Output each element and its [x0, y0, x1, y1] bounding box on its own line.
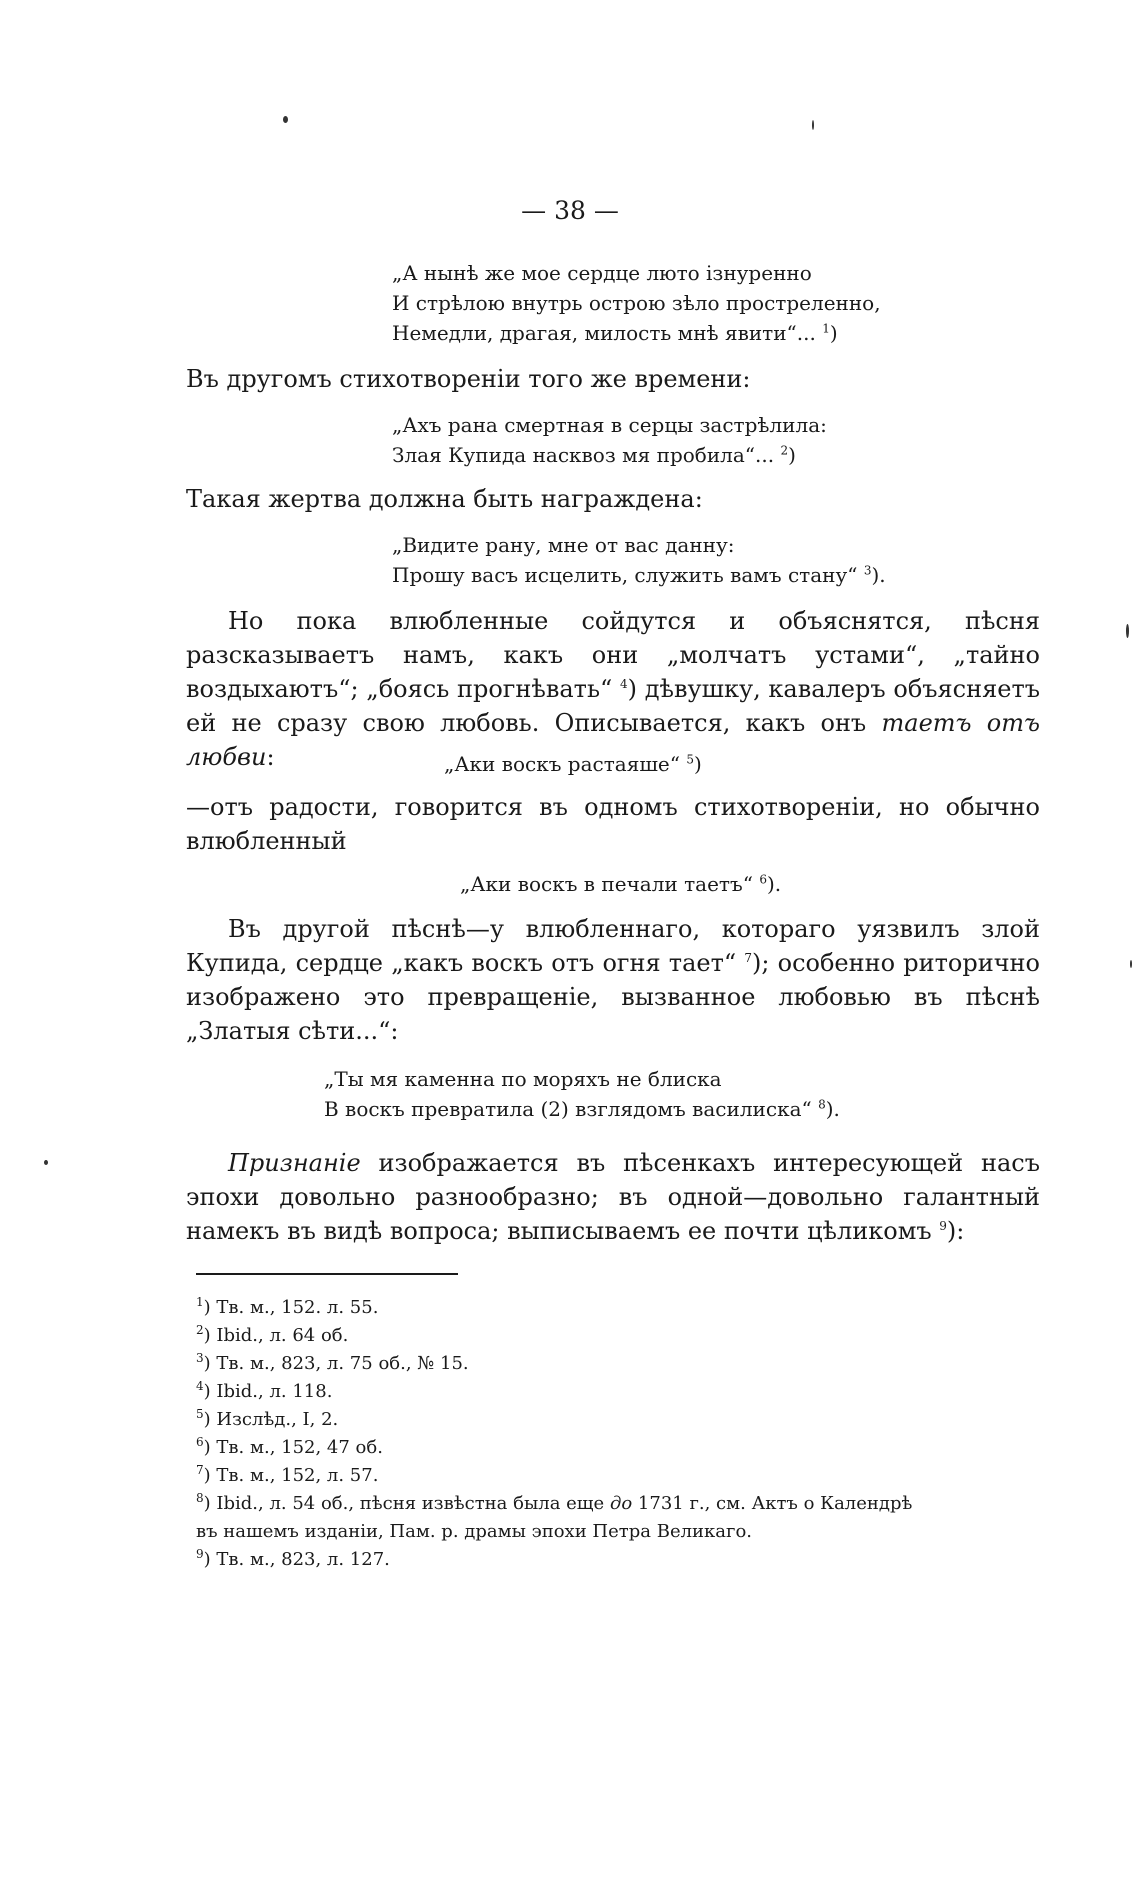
footnote-ref: 2 [780, 443, 789, 458]
verse-quote-1 [392, 258, 881, 348]
footnote-ref: 7 [744, 951, 752, 965]
footnote: $^8$) Ibid., л. 54 об., пѣсня извѣстна была еще до 1731 г., см. Актъ о Календрѣ [196, 1491, 913, 1514]
verse-line: Злая Купида насквоз мя пробила“... $^2$) [392, 443, 796, 467]
verse-line: Немедли, драгая, милость мнѣ явити“... $^1$) [392, 321, 838, 345]
scan-speck [1130, 960, 1132, 968]
paragraph: Въ другой пѣснѣ—у влюбленнаго, котораго уязвилъ злой Купида, сердце „какъ воскъ отъ огня тает“ $^7$); особенно риторично изображено это превращеніе, вызванное любовью въ пѣснѣ „Златыя сѣти...“: [186, 915, 1041, 1045]
verse-quote-3 [392, 530, 886, 590]
scan-speck [812, 120, 814, 130]
verse-quote-4 [324, 1064, 840, 1124]
footnote-continuation: въ нашемъ изданіи, Пам. р. драмы эпохи Петра Великаго. [196, 1521, 752, 1542]
footnote: $^2$) Ibid., л. 64 об. [196, 1323, 349, 1346]
footnote-ref: 6 [759, 872, 767, 887]
quote-line: „Аки воскъ растаяше“ $^5$) [444, 752, 702, 776]
footnote-ref: 5 [686, 752, 694, 767]
verse-line: И стрѣлою внутрь острою зѣло простреленно, [392, 291, 881, 315]
scan-speck [283, 116, 288, 123]
scan-speck [44, 1160, 48, 1165]
footnote-divider [196, 1273, 458, 1275]
footnote: $^3$) Тв. м., 823, л. 75 об., № 15. [196, 1351, 469, 1374]
quote-line: „Аки воскъ в печали таетъ“ $^6$). [460, 872, 782, 896]
paragraph: Но пока влюбленные сойдутся и объяснятся, пѣсня разсказываетъ намъ, какъ они „молчатъ устами“, „тайно воздыхаютъ“; „боясь прогнѣвать“ $^4$) дѣвушку, кавалеръ объясняетъ ей не сразу свою любовь. Описывается, какъ онъ таетъ отъ любви: [186, 607, 1041, 771]
verse-line: „Ты мя каменна по моряхъ не блиска [324, 1067, 722, 1091]
verse-line: В воскъ превратила (2) взглядомъ василиска“ $^8$). [324, 1097, 840, 1121]
footnote: $^9$) Тв. м., 823, л. 127. [196, 1547, 390, 1570]
paragraph: Въ другомъ стихотвореніи того же времени: [186, 365, 751, 393]
verse-line: Прошу васъ исцелить, служить вамъ стану“ $^3$). [392, 563, 886, 587]
verse-line: „А нынѣ же мое сердце люто ізнуренно [392, 261, 812, 285]
verse-quote-2 [392, 410, 827, 470]
italic-phrase: Признаніе [228, 1149, 361, 1177]
scan-speck [1126, 624, 1129, 638]
page-number: — 38 — [521, 196, 619, 225]
paragraph: —отъ радости, говорится въ одномъ стихотвореніи, но обычно влюбленный [186, 793, 1040, 855]
paragraph: Признаніе изображается въ пѣсенкахъ интересующей насъ эпохи довольно разнообразно; въ одной—довольно галантный намекъ въ видѣ вопроса; выписываемъ ее почти цѣликомъ $^9$): [186, 1149, 1040, 1245]
footnote: $^4$) Ibid., л. 118. [196, 1379, 333, 1402]
paragraph: Такая жертва должна быть награждена: [186, 485, 703, 513]
footnote-ref: 9 [939, 1219, 947, 1233]
italic-phrase: таетъ отъ любви [186, 709, 1041, 771]
footnote-ref: 4 [620, 677, 628, 691]
footnote-ref: 1 [822, 321, 830, 336]
footnote-ref: 8 [818, 1097, 826, 1112]
footnotes [196, 1294, 1046, 1574]
footnote: $^1$) Тв. м., 152. л. 55. [196, 1295, 379, 1318]
verse-line: „Ахъ рана смертная в серцы застрѣлила: [392, 413, 827, 437]
footnote-ref: 3 [863, 563, 872, 578]
footnote: $^6$) Тв. м., 152, 47 об. [196, 1435, 383, 1458]
verse-line: „Видите рану, мне от вас данну: [392, 533, 735, 557]
footnote: $^7$) Тв. м., 152, л. 57. [196, 1463, 379, 1486]
footnote: $^5$) Изслѣд., I, 2. [196, 1407, 339, 1430]
